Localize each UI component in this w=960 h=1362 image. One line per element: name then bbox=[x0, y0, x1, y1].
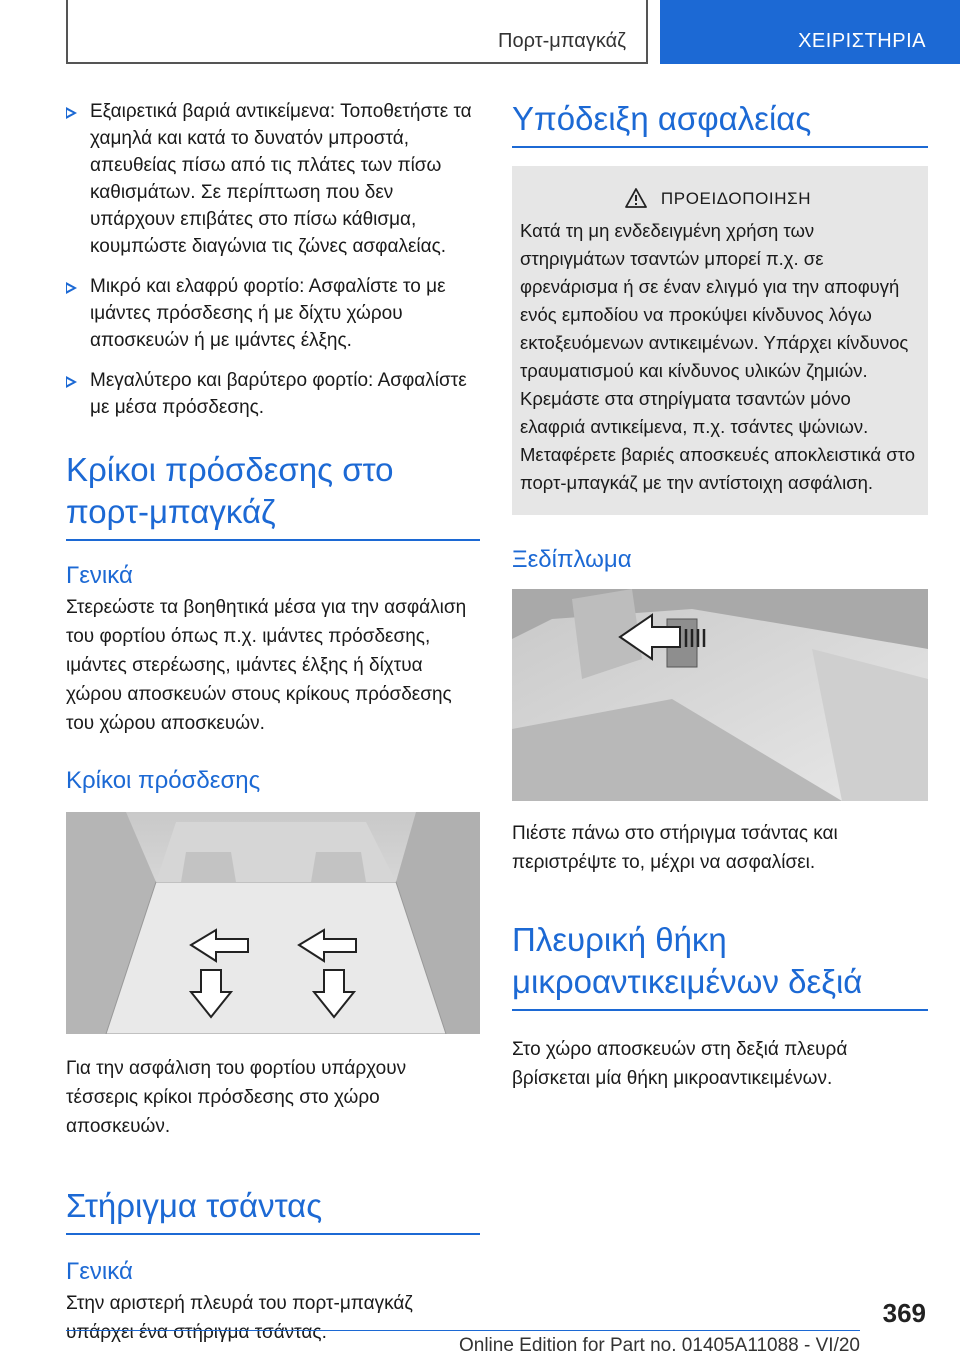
footer-edition-text: Online Edition for Part no. 01405A11088 - VI/20 bbox=[458, 1335, 860, 1356]
warning-label: ΠΡΟΕΙΔΟΠΟΙΗΣΗ bbox=[660, 189, 812, 208]
rings-paragraph: Για την ασφάλιση του φορτίου υπάρχουν τέσσερις κρίκοι πρόσδεσης στο χώρο αποσκευών. bbox=[66, 1058, 407, 1137]
footer-edition bbox=[66, 1330, 860, 1357]
warning-text: Κατά τη μη ενδεδειγμένη χρήση των στηριγμάτων τσαντών μπορεί π.χ. σε φρενάρισμα ή σε έναν ελιγμό για την αποφυγή ενός εμποδίου να προκύψει κίνδυνος λόγω εκτοξευόμενων αντικειμένων. Υπάρχει κίνδυνος τραυματισμού και κίνδυνος υλικών ζημιών. Κρεμάστε στα στηρίγματα τσαντών μόνο ελαφριά αντικείμενα, π.χ. τσάντες ψώνιων. Μεταφέρετε βαριές αποσκευές αποκλειστικά στο πορτ-μπαγκάζ με την αντίστοιχη ασφάλιση. bbox=[520, 220, 915, 493]
left-column bbox=[66, 98, 480, 1347]
general-paragraph: Στερεώστε τα βοηθητικά μέσα για την ασφάλιση του φορτίου όπως π.χ. ιμάντες πρόσδεσης, ιμάντες στερέωσης, ιμάντες έλξης ή δίχτυα χώρου αποσκευών στους κρίκους πρόσδεσης του χώρου αποσκευών. bbox=[66, 597, 467, 734]
section-title-safety: Υπόδειξη ασφαλείας bbox=[512, 98, 928, 148]
subsection-title-unfold: Ξεδίπλωμα bbox=[512, 546, 632, 573]
bullet-triangle-icon bbox=[66, 376, 77, 388]
header-section-title: Πορτ-μπαγκάζ bbox=[498, 30, 626, 52]
section-title-side-compartment: Πλευρική θήκη μικροαντικειμένων δεξιά bbox=[512, 919, 928, 1011]
header-chapter-tab[interactable] bbox=[660, 0, 960, 64]
bag-hook-paragraph: Στην αριστερή πλευρά του πορτ-μπαγκάζ υπάρχει ένα στήριγμα τσάντας. bbox=[66, 1293, 413, 1343]
bullet-triangle-icon bbox=[66, 282, 77, 294]
page-number: 369 bbox=[882, 1298, 926, 1328]
subsection-title-rings: Κρίκοι πρόσδεσης bbox=[66, 767, 261, 794]
header-chapter-title: ΧΕΙΡΙΣΤΗΡΙΑ bbox=[798, 30, 926, 52]
bullet-text: Μικρό και ελαφρύ φορτίο: Ασφαλίστε το με ιμάντες πρόσδεσης ή με δίχτυ χώρου αποσκευών ή με ιμάντες έλξης. bbox=[90, 276, 446, 351]
section-title-bag-hook: Στήριγμα τσάντας bbox=[66, 1185, 480, 1235]
bullet-text: Εξαιρετικά βαριά αντικείμενα: Τοποθετήστε τα χαμηλά και κατά το δυνατόν μπροστά, απευθείας πίσω από τις πλάτες των πίσω καθισμάτων. Σε περίπτωση που δεν υπάρχουν επιβάτες στο πίσω κάθισμα, κουμπώστε διαγώνια τις ζώνες ασφαλείας. bbox=[90, 101, 472, 257]
bullet-item bbox=[66, 367, 480, 421]
side-compartment-paragraph: Στο χώρο αποσκευών στη δεξιά πλευρά βρίσκεται μία θήκη μικροαντικειμένων. bbox=[512, 1039, 848, 1089]
warning-header bbox=[520, 188, 916, 209]
header-section-box bbox=[66, 0, 648, 64]
subsection-title-general-2: Γενικά bbox=[66, 1258, 133, 1285]
unfold-paragraph: Πιέστε πάνω στο στήριγμα τσάντας και περιστρέψτε το, μέχρι να ασφαλίσει. bbox=[512, 823, 838, 873]
warning-triangle-icon bbox=[625, 188, 647, 208]
bullet-item bbox=[66, 273, 480, 354]
right-column bbox=[512, 98, 928, 1093]
trunk-tie-down-image bbox=[66, 812, 480, 1034]
warning-box bbox=[512, 166, 928, 515]
bag-hook-image bbox=[512, 589, 928, 801]
section-title-tie-down-rings: Κρίκοι πρόσδεσης στο πορτ-μπαγκάζ bbox=[66, 449, 480, 541]
subsection-title-general: Γενικά bbox=[66, 562, 133, 589]
bullet-text: Μεγαλύτερο και βαρύτερο φορτίο: Ασφαλίστε με μέσα πρόσδεσης. bbox=[90, 370, 467, 418]
bullet-item bbox=[66, 98, 480, 260]
bullet-triangle-icon bbox=[66, 107, 77, 119]
